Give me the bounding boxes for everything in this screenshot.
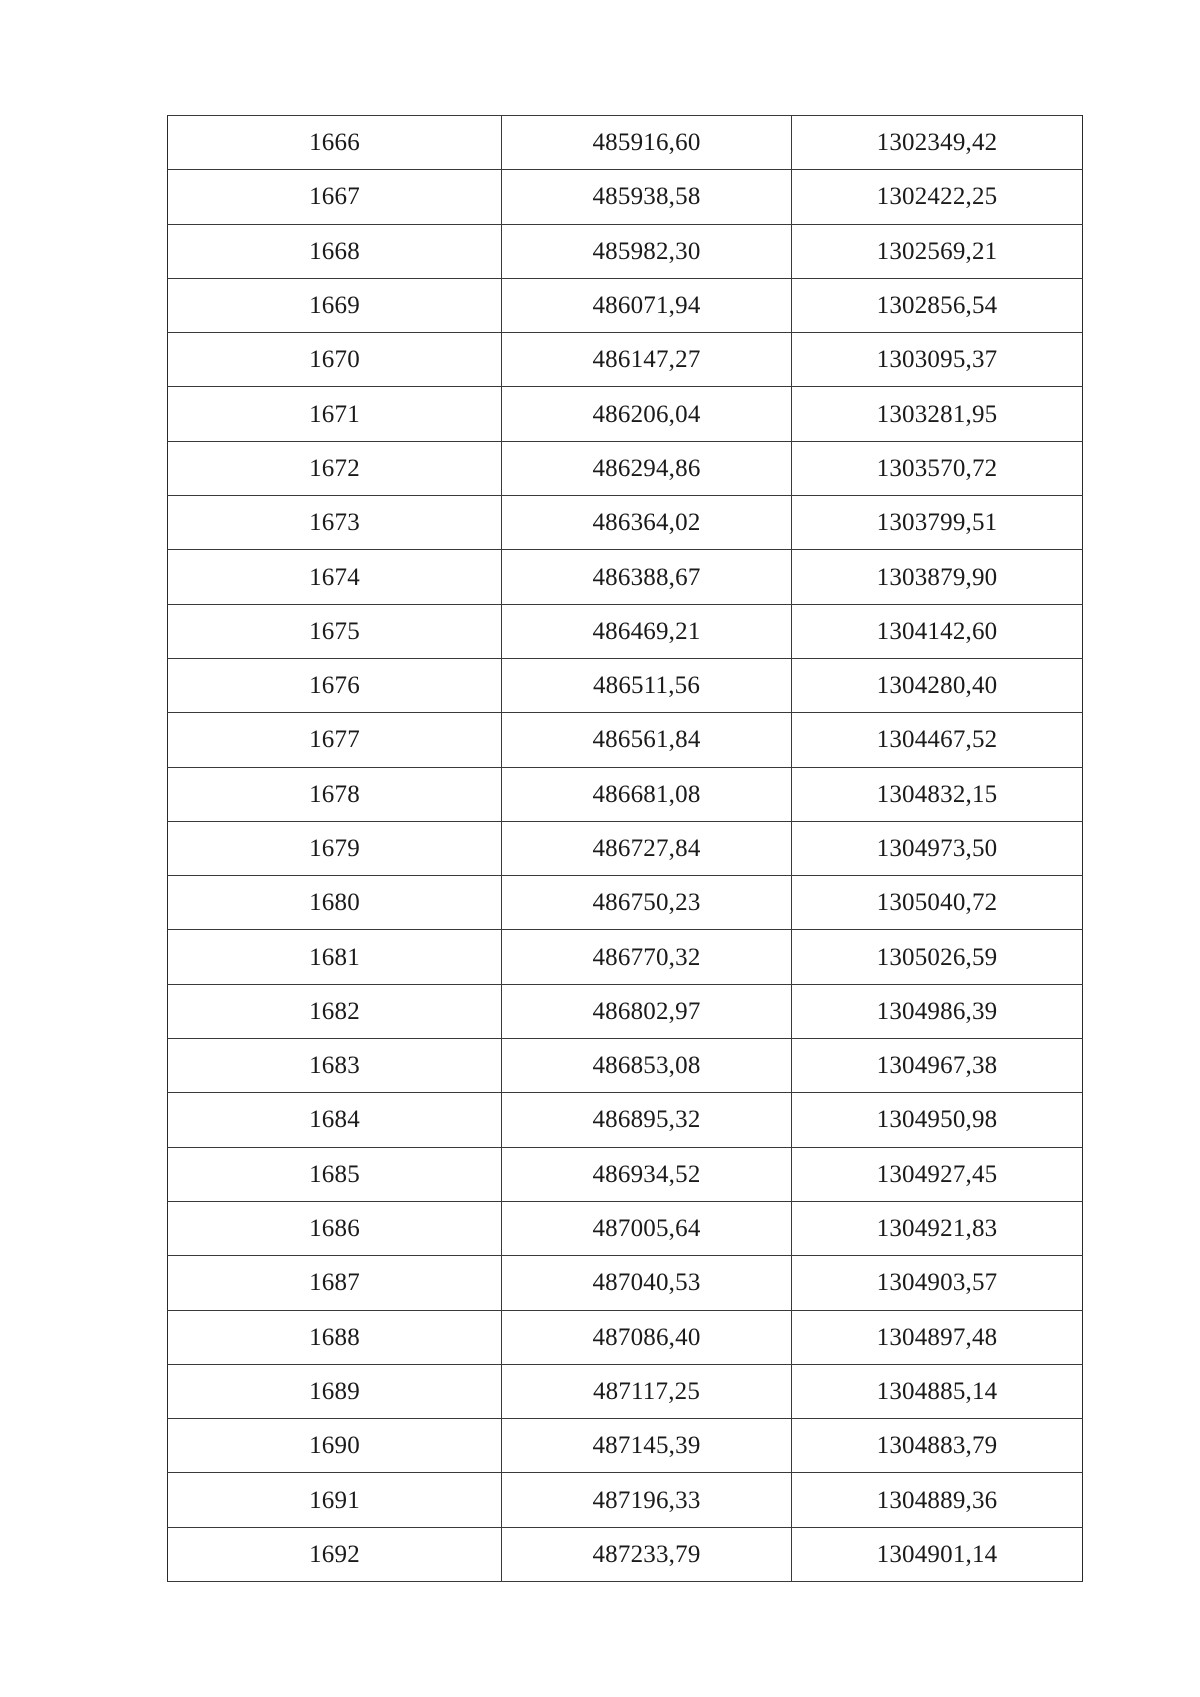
point-number-cell: 1683 bbox=[168, 1039, 502, 1093]
x-coordinate-cell: 487233,79 bbox=[502, 1527, 792, 1581]
point-number-cell: 1678 bbox=[168, 767, 502, 821]
point-number-cell: 1666 bbox=[168, 116, 502, 170]
table-row bbox=[168, 170, 1083, 224]
table-row bbox=[168, 441, 1083, 495]
table-row bbox=[168, 1093, 1083, 1147]
point-number-cell: 1677 bbox=[168, 713, 502, 767]
x-coordinate-cell: 486770,32 bbox=[502, 930, 792, 984]
table-row bbox=[168, 876, 1083, 930]
point-number-cell: 1681 bbox=[168, 930, 502, 984]
x-coordinate-cell: 485982,30 bbox=[502, 224, 792, 278]
table-row bbox=[168, 550, 1083, 604]
x-coordinate-cell: 487040,53 bbox=[502, 1256, 792, 1310]
y-coordinate-cell: 1304832,15 bbox=[792, 767, 1083, 821]
table-row bbox=[168, 1201, 1083, 1255]
x-coordinate-cell: 486853,08 bbox=[502, 1039, 792, 1093]
table-row bbox=[168, 387, 1083, 441]
x-coordinate-cell: 486511,56 bbox=[502, 658, 792, 712]
x-coordinate-cell: 486206,04 bbox=[502, 387, 792, 441]
y-coordinate-cell: 1303570,72 bbox=[792, 441, 1083, 495]
y-coordinate-cell: 1305040,72 bbox=[792, 876, 1083, 930]
y-coordinate-cell: 1304901,14 bbox=[792, 1527, 1083, 1581]
point-number-cell: 1688 bbox=[168, 1310, 502, 1364]
y-coordinate-cell: 1304467,52 bbox=[792, 713, 1083, 767]
point-number-cell: 1682 bbox=[168, 984, 502, 1038]
y-coordinate-cell: 1304889,36 bbox=[792, 1473, 1083, 1527]
y-coordinate-cell: 1304986,39 bbox=[792, 984, 1083, 1038]
point-number-cell: 1686 bbox=[168, 1201, 502, 1255]
x-coordinate-cell: 486934,52 bbox=[502, 1147, 792, 1201]
point-number-cell: 1673 bbox=[168, 496, 502, 550]
table-row bbox=[168, 278, 1083, 332]
table-row bbox=[168, 116, 1083, 170]
table-row bbox=[168, 1364, 1083, 1418]
point-number-cell: 1685 bbox=[168, 1147, 502, 1201]
y-coordinate-cell: 1304142,60 bbox=[792, 604, 1083, 658]
point-number-cell: 1692 bbox=[168, 1527, 502, 1581]
point-number-cell: 1669 bbox=[168, 278, 502, 332]
x-coordinate-cell: 486895,32 bbox=[502, 1093, 792, 1147]
table-row bbox=[168, 821, 1083, 875]
point-number-cell: 1691 bbox=[168, 1473, 502, 1527]
table-row bbox=[168, 1147, 1083, 1201]
table-row bbox=[168, 1256, 1083, 1310]
y-coordinate-cell: 1303799,51 bbox=[792, 496, 1083, 550]
x-coordinate-cell: 485916,60 bbox=[502, 116, 792, 170]
coordinates-table-body bbox=[168, 116, 1083, 1582]
x-coordinate-cell: 487005,64 bbox=[502, 1201, 792, 1255]
x-coordinate-cell: 487145,39 bbox=[502, 1419, 792, 1473]
table-row bbox=[168, 1527, 1083, 1581]
x-coordinate-cell: 486802,97 bbox=[502, 984, 792, 1038]
y-coordinate-cell: 1303879,90 bbox=[792, 550, 1083, 604]
y-coordinate-cell: 1304897,48 bbox=[792, 1310, 1083, 1364]
table-row bbox=[168, 1039, 1083, 1093]
coordinates-table bbox=[167, 115, 1083, 1582]
point-number-cell: 1675 bbox=[168, 604, 502, 658]
y-coordinate-cell: 1303281,95 bbox=[792, 387, 1083, 441]
table-row bbox=[168, 984, 1083, 1038]
point-number-cell: 1668 bbox=[168, 224, 502, 278]
table-row bbox=[168, 1419, 1083, 1473]
x-coordinate-cell: 486561,84 bbox=[502, 713, 792, 767]
point-number-cell: 1679 bbox=[168, 821, 502, 875]
x-coordinate-cell: 485938,58 bbox=[502, 170, 792, 224]
x-coordinate-cell: 486469,21 bbox=[502, 604, 792, 658]
table-row bbox=[168, 1310, 1083, 1364]
point-number-cell: 1687 bbox=[168, 1256, 502, 1310]
y-coordinate-cell: 1302569,21 bbox=[792, 224, 1083, 278]
table-row bbox=[168, 496, 1083, 550]
table-row bbox=[168, 713, 1083, 767]
y-coordinate-cell: 1304883,79 bbox=[792, 1419, 1083, 1473]
point-number-cell: 1676 bbox=[168, 658, 502, 712]
table-row bbox=[168, 930, 1083, 984]
point-number-cell: 1670 bbox=[168, 333, 502, 387]
x-coordinate-cell: 486071,94 bbox=[502, 278, 792, 332]
point-number-cell: 1680 bbox=[168, 876, 502, 930]
x-coordinate-cell: 487117,25 bbox=[502, 1364, 792, 1418]
y-coordinate-cell: 1302856,54 bbox=[792, 278, 1083, 332]
y-coordinate-cell: 1304885,14 bbox=[792, 1364, 1083, 1418]
y-coordinate-cell: 1304921,83 bbox=[792, 1201, 1083, 1255]
point-number-cell: 1667 bbox=[168, 170, 502, 224]
x-coordinate-cell: 486388,67 bbox=[502, 550, 792, 604]
point-number-cell: 1689 bbox=[168, 1364, 502, 1418]
y-coordinate-cell: 1305026,59 bbox=[792, 930, 1083, 984]
x-coordinate-cell: 487086,40 bbox=[502, 1310, 792, 1364]
table-row bbox=[168, 658, 1083, 712]
y-coordinate-cell: 1303095,37 bbox=[792, 333, 1083, 387]
point-number-cell: 1674 bbox=[168, 550, 502, 604]
table-row bbox=[168, 604, 1083, 658]
x-coordinate-cell: 486750,23 bbox=[502, 876, 792, 930]
x-coordinate-cell: 486727,84 bbox=[502, 821, 792, 875]
table-row bbox=[168, 333, 1083, 387]
table-row bbox=[168, 224, 1083, 278]
y-coordinate-cell: 1304280,40 bbox=[792, 658, 1083, 712]
point-number-cell: 1690 bbox=[168, 1419, 502, 1473]
table-row bbox=[168, 1473, 1083, 1527]
x-coordinate-cell: 486681,08 bbox=[502, 767, 792, 821]
y-coordinate-cell: 1304927,45 bbox=[792, 1147, 1083, 1201]
y-coordinate-cell: 1304950,98 bbox=[792, 1093, 1083, 1147]
y-coordinate-cell: 1302349,42 bbox=[792, 116, 1083, 170]
point-number-cell: 1672 bbox=[168, 441, 502, 495]
point-number-cell: 1671 bbox=[168, 387, 502, 441]
y-coordinate-cell: 1304903,57 bbox=[792, 1256, 1083, 1310]
y-coordinate-cell: 1302422,25 bbox=[792, 170, 1083, 224]
y-coordinate-cell: 1304973,50 bbox=[792, 821, 1083, 875]
x-coordinate-cell: 486364,02 bbox=[502, 496, 792, 550]
point-number-cell: 1684 bbox=[168, 1093, 502, 1147]
x-coordinate-cell: 486147,27 bbox=[502, 333, 792, 387]
x-coordinate-cell: 487196,33 bbox=[502, 1473, 792, 1527]
y-coordinate-cell: 1304967,38 bbox=[792, 1039, 1083, 1093]
x-coordinate-cell: 486294,86 bbox=[502, 441, 792, 495]
table-row bbox=[168, 767, 1083, 821]
